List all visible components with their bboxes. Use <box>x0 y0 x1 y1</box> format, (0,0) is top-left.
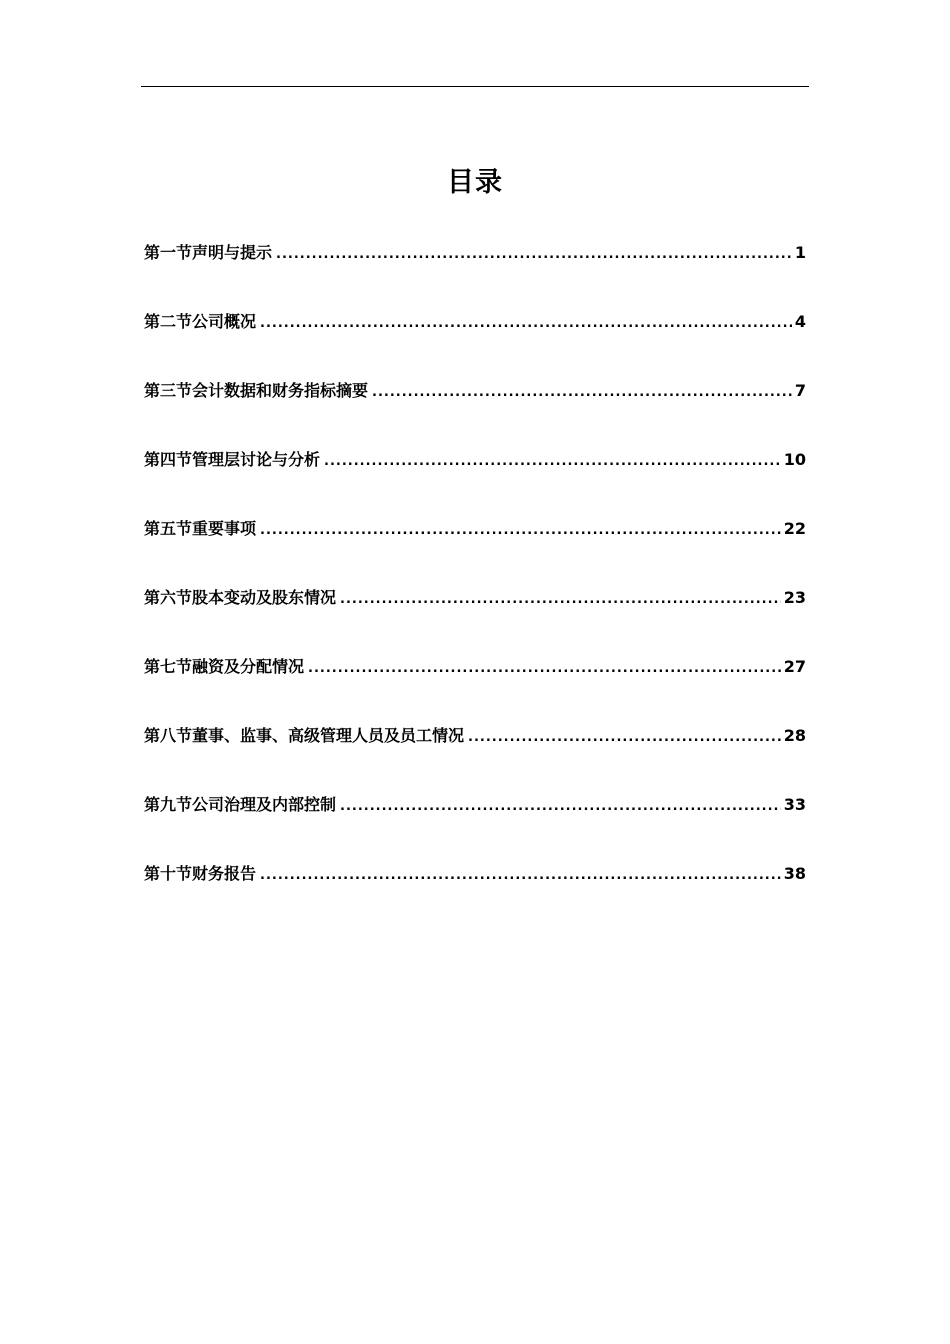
toc-entry-page: 1 <box>794 243 806 262</box>
toc-dot-leader <box>340 796 781 818</box>
toc-entry[interactable] <box>144 518 806 587</box>
toc-entry[interactable] <box>144 725 806 794</box>
toc-entry-label: 第十节财务报告 <box>144 864 257 883</box>
toc-title: 目录 <box>447 167 503 198</box>
toc-dot-leader <box>468 727 781 749</box>
toc-entry-page: 33 <box>783 795 806 814</box>
toc-entry[interactable] <box>144 794 806 863</box>
toc-dot-leader <box>372 382 792 404</box>
toc-entry[interactable] <box>144 656 806 725</box>
toc-entry-page: 28 <box>783 726 806 745</box>
toc-dot-leader <box>324 451 781 473</box>
toc-entry[interactable] <box>144 863 806 932</box>
toc-dot-leader <box>340 589 781 611</box>
toc-dot-leader <box>260 520 781 542</box>
toc-entry-page: 27 <box>783 657 806 676</box>
toc-entry-page: 10 <box>783 450 806 469</box>
toc-entry-label: 第八节董事、监事、高级管理人员及员工情况 <box>144 726 465 745</box>
toc-entry[interactable] <box>144 311 806 380</box>
toc-dot-leader <box>308 658 781 680</box>
header-rule <box>141 86 809 87</box>
toc-entry[interactable] <box>144 587 806 656</box>
toc-entry-page: 4 <box>794 312 806 331</box>
toc-entry[interactable] <box>144 380 806 449</box>
toc-dot-leader <box>276 244 792 266</box>
toc-entry-page: 7 <box>794 381 806 400</box>
toc-entry-page: 38 <box>783 864 806 883</box>
toc-entry-label: 第七节融资及分配情况 <box>144 657 305 676</box>
toc-entry-label: 第五节重要事项 <box>144 519 257 538</box>
table-of-contents <box>144 242 806 932</box>
toc-dot-leader <box>260 865 781 887</box>
toc-entry[interactable] <box>144 242 806 311</box>
toc-entry[interactable] <box>144 449 806 518</box>
toc-entry-page: 23 <box>783 588 806 607</box>
toc-entry-label: 第三节会计数据和财务指标摘要 <box>144 381 369 400</box>
toc-entry-page: 22 <box>783 519 806 538</box>
toc-entry-label: 第二节公司概况 <box>144 312 257 331</box>
toc-entry-label: 第四节管理层讨论与分析 <box>144 450 321 469</box>
toc-dot-leader <box>260 313 792 335</box>
toc-entry-label: 第一节声明与提示 <box>144 243 273 262</box>
toc-entry-label: 第六节股本变动及股东情况 <box>144 588 337 607</box>
toc-entry-label: 第九节公司治理及内部控制 <box>144 795 337 814</box>
